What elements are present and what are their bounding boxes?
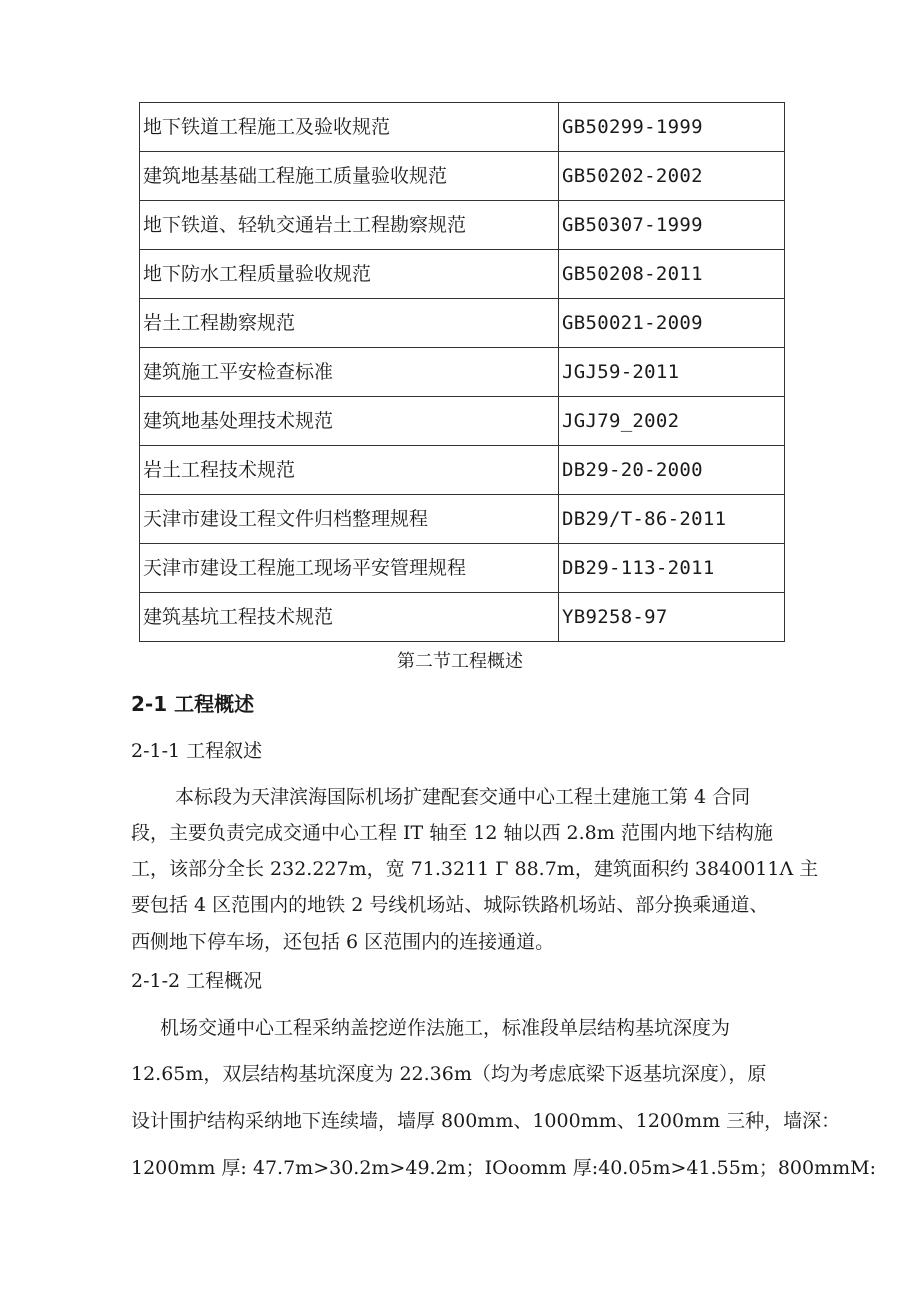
standards-table-body <box>140 103 785 642</box>
heading-2-1-2: 2-1-2 工程概况 <box>131 970 263 992</box>
standard-name-cell: 岩土工程技术规范 <box>140 446 559 495</box>
para-1-line: 要包括 4 区范围内的地铁 2 号线机场站、城际铁路机场站、部分换乘通道、 <box>131 894 769 916</box>
para-1-line: 本标段为天津滨海国际机场扩建配套交通中心工程土建施工第 4 合同 <box>175 786 751 808</box>
section-title: 第二节工程概述 <box>397 651 523 672</box>
standards-table-row <box>140 348 785 397</box>
standards-table-row <box>140 397 785 446</box>
standard-code-cell: GB50307-1999 <box>559 201 785 250</box>
standard-code-cell: GB50202-2002 <box>559 152 785 201</box>
standard-code-cell: JGJ79_2002 <box>559 397 785 446</box>
heading-2-1: 2-1 工程概述 <box>131 692 255 716</box>
standard-code-cell: DB29-113-2011 <box>559 544 785 593</box>
standards-table-row <box>140 152 785 201</box>
standard-name-cell: 地下铁道工程施工及验收规范 <box>140 103 559 152</box>
standard-name-cell: 天津市建设工程施工现场平安管理规程 <box>140 544 559 593</box>
para-2-line: 机场交通中心工程采纳盖挖逆作法施工，标准段单层结构基坑深度为 <box>160 1017 731 1039</box>
standard-code-cell: GB50208-2011 <box>559 250 785 299</box>
standard-code-cell: DB29-20-2000 <box>559 446 785 495</box>
standards-table-row <box>140 250 785 299</box>
standard-name-cell: 建筑施工平安检查标准 <box>140 348 559 397</box>
standards-table-row <box>140 446 785 495</box>
standard-name-cell: 地下防水工程质量验收规范 <box>140 250 559 299</box>
standards-table-row <box>140 544 785 593</box>
standard-name-cell: 建筑地基处理技术规范 <box>140 397 559 446</box>
standard-code-cell: YB9258-97 <box>559 593 785 642</box>
standard-name-cell: 岩土工程勘察规范 <box>140 299 559 348</box>
standard-code-cell: GB50299-1999 <box>559 103 785 152</box>
para-2-line: 12.65m，双层结构基坑深度为 22.36m（均为考虑底梁下返基坑深度），原 <box>131 1063 767 1085</box>
standard-code-cell: DB29/T-86-2011 <box>559 495 785 544</box>
standard-code-cell: JGJ59-2011 <box>559 348 785 397</box>
heading-2-1-1: 2-1-1 工程叙述 <box>131 740 263 762</box>
standard-name-cell: 地下铁道、轻轨交通岩土工程勘察规范 <box>140 201 559 250</box>
standards-table-row <box>140 593 785 642</box>
para-2-line: 设计围护结构采纳地下连续墙，墙厚 800mm、1000mm、1200mm 三种，墙深： <box>131 1110 841 1132</box>
para-1-line: 工，该部分全长 232.227m，宽 71.3211 Γ 88.7m，建筑面积约 3840011Λ 主 <box>131 858 819 880</box>
standard-name-cell: 天津市建设工程文件归档整理规程 <box>140 495 559 544</box>
para-1-line: 西侧地下停车场，还包括 6 区范围内的连接通道。 <box>131 931 555 953</box>
standards-table-row <box>140 495 785 544</box>
standards-table-row <box>140 103 785 152</box>
standard-name-cell: 建筑基坑工程技术规范 <box>140 593 559 642</box>
para-1-line: 段，主要负责完成交通中心工程 IT 轴至 12 轴以西 2.8m 范围内地下结构施 <box>131 822 773 844</box>
standard-code-cell: GB50021-2009 <box>559 299 785 348</box>
para-2-line: 1200mm 厚: 47.7m>30.2m>49.2m；IOoomm 厚:40.05m>41.55m；800mmM: <box>131 1157 876 1179</box>
standards-table <box>139 102 785 642</box>
standards-table-row <box>140 201 785 250</box>
standards-table-row <box>140 299 785 348</box>
standard-name-cell: 建筑地基基础工程施工质量验收规范 <box>140 152 559 201</box>
